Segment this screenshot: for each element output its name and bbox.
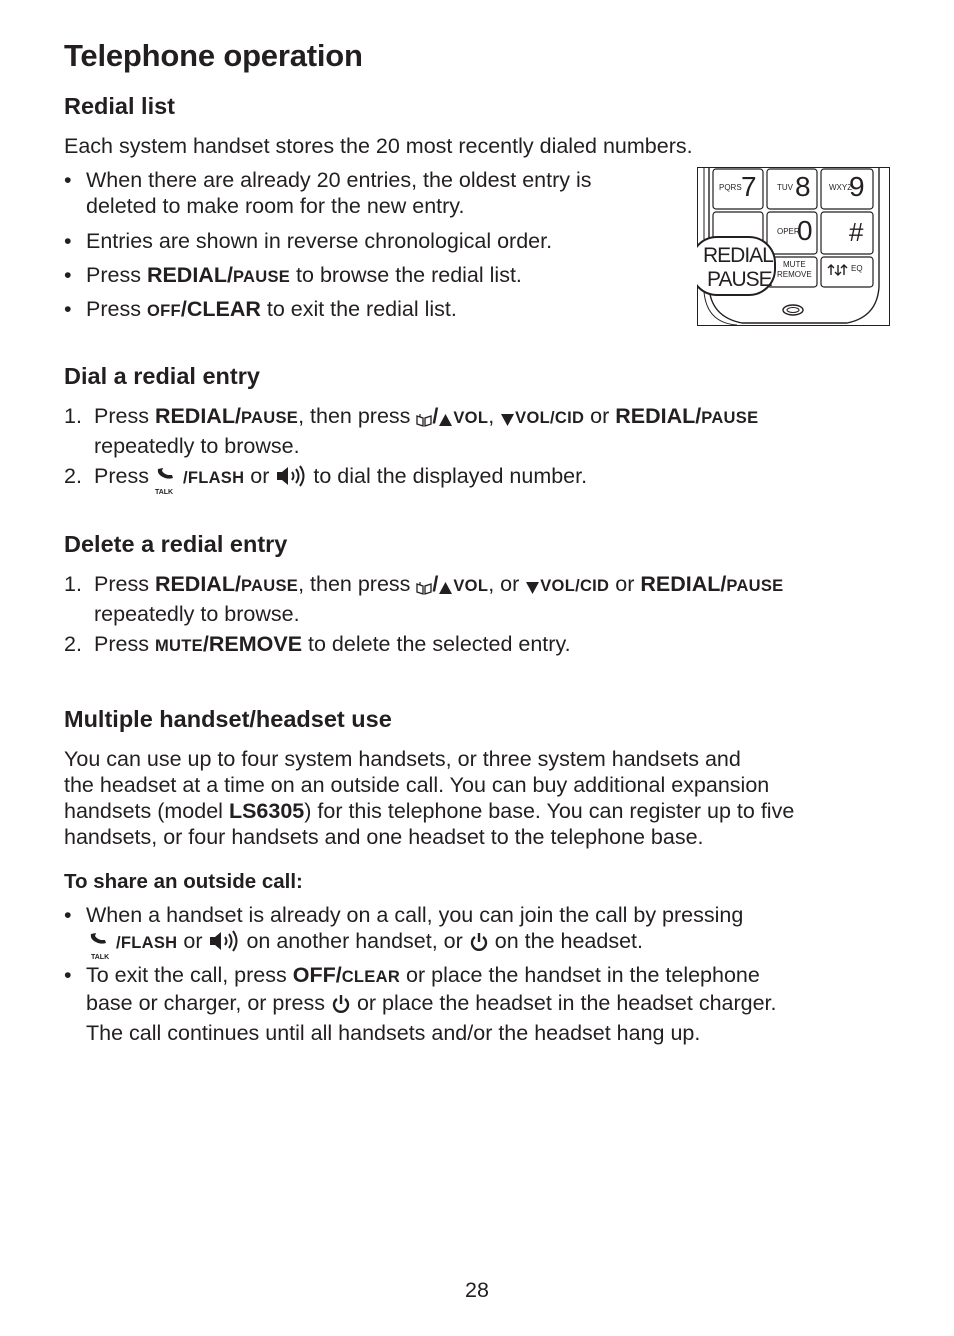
- up-arrow-icon: [438, 407, 453, 433]
- text-or: or: [584, 404, 616, 428]
- redial-bullet-1-line1: When there are already 20 entries, the oldest entry is: [86, 168, 592, 192]
- key-0-letters: OPER: [777, 227, 800, 236]
- handset-keypad-illustration: [697, 167, 890, 326]
- talk-phone-icon: [154, 467, 183, 496]
- power-icon: [331, 994, 351, 1020]
- key-8-digit: 8: [795, 171, 811, 202]
- pause-key-label: PAUSE: [232, 268, 291, 286]
- eq-label: EQ: [851, 264, 863, 273]
- bullet-marker: •: [64, 229, 72, 253]
- multiple-line-1: You can use up to four system handsets, or three system handsets and: [64, 747, 741, 771]
- text-press: Press: [94, 632, 155, 656]
- talk-label: TALK: [154, 489, 174, 496]
- key-7-digit: 7: [741, 171, 757, 202]
- directory-icon: [416, 575, 432, 601]
- speaker-icon: [208, 930, 240, 958]
- multiple-line-2: the headset at a time on an outside call. You can buy additional expansion: [64, 773, 770, 797]
- vol-cid-label: VOL/CID: [540, 577, 610, 595]
- power-icon: [469, 932, 489, 958]
- redial-key-label: REDIAL/: [154, 404, 241, 428]
- off-key-label: OFF/: [292, 963, 342, 987]
- delete-step-2-post: to delete the selected entry.: [302, 632, 571, 656]
- pause-key-label: PAUSE: [240, 409, 299, 427]
- pause-key-label: PAUSE: [701, 409, 759, 427]
- redial-button-label-line1: REDIAL: [703, 244, 773, 267]
- share-bullet-2-post: or place the handset in the telephone: [400, 963, 760, 987]
- redial-button-label-line2: PAUSE: [707, 268, 772, 291]
- text-or: or: [609, 572, 641, 596]
- text-or: or: [177, 929, 209, 953]
- redial-bullet-4-post: to exit the redial list.: [260, 297, 457, 321]
- pause-key-label: PAUSE: [240, 577, 299, 595]
- key-9-digit: 9: [849, 171, 865, 202]
- text-or: , or: [488, 572, 526, 596]
- key-0-digit: 0: [797, 215, 813, 246]
- multiple-line-4: handsets, or four handsets and one headset to the telephone base.: [64, 825, 704, 849]
- pause-key-label: PAUSE: [726, 577, 784, 595]
- bullet-marker: •: [64, 963, 72, 987]
- dial-entry-heading: Dial a redial entry: [64, 363, 260, 389]
- flash-key-label: /FLASH: [182, 469, 245, 487]
- share-call-heading: [64, 868, 303, 895]
- directory-icon: [416, 407, 432, 433]
- redial-bullet-1-line2: deleted to make room for the new entry.: [86, 194, 465, 218]
- multiple-paragraph: [64, 746, 794, 850]
- delete-entry-heading: Delete a redial entry: [64, 531, 288, 557]
- step-number: 1.: [64, 404, 82, 428]
- text-press: Press: [86, 297, 147, 321]
- flash-key-label: /FLASH: [116, 934, 178, 952]
- model-number: LS6305: [228, 799, 305, 823]
- multiple-line-3-post: ) for this telephone base. You can register up to five: [304, 799, 795, 823]
- mute-key-label-line1: MUTE: [783, 260, 806, 269]
- key-7-letters: PQRS: [719, 183, 742, 192]
- key-hash: #: [849, 217, 864, 247]
- redial-key-label: REDIAL/: [640, 572, 727, 596]
- key-9-letters: WXYZ: [829, 183, 853, 192]
- bullet-marker: •: [64, 168, 72, 192]
- multiple-line-3-pre: handsets (model: [64, 799, 229, 823]
- share-bullet-2-line2-pre: base or charger, or press: [86, 991, 331, 1015]
- text-or: or: [244, 464, 276, 488]
- redial-bullet-3-post: to browse the redial list.: [290, 263, 522, 287]
- step-number: 2.: [64, 464, 82, 488]
- text-press: Press: [94, 572, 155, 596]
- bullet-marker: •: [64, 903, 72, 927]
- text-press: Press: [94, 404, 155, 428]
- text-comma: ,: [488, 404, 501, 428]
- remove-key-label: /REMOVE: [202, 632, 303, 656]
- talk-label: TALK: [91, 954, 110, 961]
- share-bullet-2-pre: To exit the call, press: [86, 963, 293, 987]
- up-arrow-icon: [438, 575, 453, 601]
- vol-cid-label: VOL/CID: [515, 409, 585, 427]
- dial-step-2-post: to dial the displayed number.: [307, 464, 588, 488]
- page-number: 28: [465, 1278, 489, 1302]
- redial-key-label: REDIAL/: [154, 572, 241, 596]
- vol-label: VOL: [453, 577, 489, 595]
- share-bullet-2-line2-post: or place the headset in the headset charger.: [350, 991, 777, 1015]
- multiple-handset-heading: Multiple handset/headset use: [64, 706, 392, 732]
- share-bullet-2-line3: The call continues until all handsets and/or the headset hang up.: [86, 1021, 701, 1045]
- mute-key-label: MUTE: [154, 637, 203, 655]
- redial-list-intro: Each system handset stores the 20 most recently dialed numbers.: [64, 134, 693, 158]
- page-title: Telephone operation: [64, 38, 363, 73]
- bullet-marker: •: [64, 297, 72, 321]
- talk-phone-icon: [86, 932, 116, 961]
- down-arrow-icon: [525, 575, 540, 601]
- share-bullet-1-line1: When a handset is already on a call, you can join the call by pressing: [86, 903, 744, 927]
- text-press: Press: [86, 263, 147, 287]
- bullet-marker: •: [64, 263, 72, 287]
- down-arrow-icon: [500, 407, 515, 433]
- redial-bullet-2-text: Entries are shown in reverse chronological order.: [86, 229, 553, 253]
- share-call-heading-text: To share an outside call:: [64, 870, 303, 893]
- mute-key-label-line2: REMOVE: [777, 270, 812, 279]
- off-key-label: OFF: [146, 302, 181, 320]
- speaker-icon: [275, 465, 307, 493]
- vol-label: VOL: [453, 409, 489, 427]
- share-bullet-1-post: on the headset.: [488, 929, 643, 953]
- clear-key-label: /CLEAR: [180, 297, 261, 321]
- delete-step-1-line2: repeatedly to browse.: [94, 602, 300, 626]
- dial-step-1-line2: repeatedly to browse.: [94, 434, 300, 458]
- key-8-letters: TUV: [777, 183, 793, 192]
- share-bullet-1-mid: on another handset, or: [240, 929, 469, 953]
- clear-key-label: CLEAR: [341, 968, 401, 986]
- text-press: Press: [94, 464, 155, 488]
- step-number: 2.: [64, 632, 82, 656]
- text-then-press: , then press: [298, 404, 417, 428]
- redial-key-label: REDIAL/: [615, 404, 702, 428]
- step-number: 1.: [64, 572, 82, 596]
- redial-key-label: REDIAL/: [146, 263, 233, 287]
- text-then-press: , then press: [298, 572, 417, 596]
- redial-list-heading: Redial list: [64, 93, 176, 119]
